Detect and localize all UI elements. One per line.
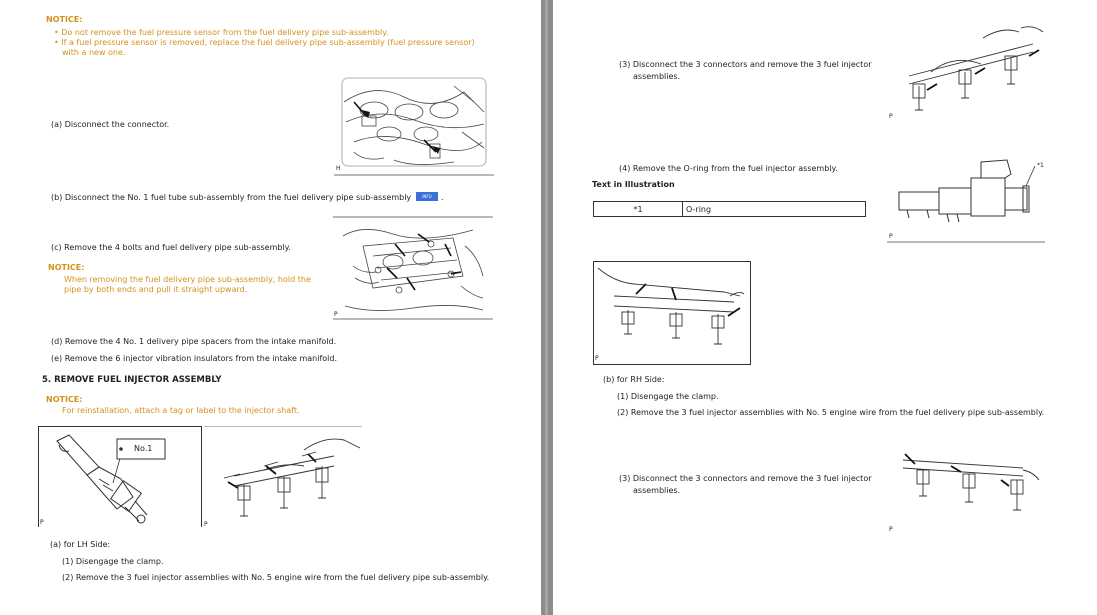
rh-injector-connector-illustration — [893, 440, 1053, 530]
figure-code: H — [336, 165, 341, 172]
figure-code: P — [204, 521, 208, 528]
figure-code: P — [334, 311, 338, 318]
notice-line: For reinstallation, attach a tag or label to the injector shaft. — [62, 406, 300, 415]
figure-code: P — [889, 526, 893, 533]
step-3-text: (3) Disconnect the 3 connectors and remove the 3 fuel injector — [619, 60, 872, 69]
rh-side-heading: (b) for RH Side: — [603, 375, 665, 384]
rh-step-1: (1) Disengage the clamp. — [617, 392, 719, 401]
notice-bullet-2-cont: with a new one. — [62, 48, 126, 57]
notice-title: NOTICE: — [46, 15, 83, 24]
step-d-text: (d) Remove the 4 No. 1 delivery pipe spacers from the intake manifold. — [51, 337, 337, 346]
pipe-injectors-figure — [593, 261, 751, 365]
rh-step-2: (2) Remove the 3 fuel injector assemblies with No. 5 engine wire from the fuel delivery pipe sub-assembly. — [617, 408, 1045, 417]
page-gutter — [541, 0, 553, 615]
injector-tag-figure — [38, 426, 202, 527]
step-4-text: (4) Remove the O-ring from the fuel injector assembly. — [619, 164, 838, 173]
step-b-text: (b) Disconnect the No. 1 fuel tube sub-assembly from the fuel delivery pipe sub-assembly — [51, 193, 412, 202]
notice-title: NOTICE: — [46, 395, 83, 404]
notice-bullet-1: • Do not remove the fuel pressure sensor from the fuel delivery pipe sub-assembly. — [54, 28, 389, 37]
notice-line-2: pipe by both ends and pull it straight upward. — [64, 285, 248, 294]
o-ring-illustration — [887, 152, 1049, 244]
notice-title: NOTICE: — [48, 263, 85, 272]
step-c-text: (c) Remove the 4 bolts and fuel delivery pipe sub-assembly. — [51, 243, 291, 252]
notice-bullet-2: • If a fuel pressure sensor is removed, replace the fuel delivery pipe sub-assembly (fuel pressure sensor) — [54, 38, 475, 47]
lh-injector-illustration — [204, 426, 364, 530]
info-link[interactable]: INFO — [416, 192, 438, 201]
notice-line-1: When removing the fuel delivery pipe sub-assembly, hold the — [64, 275, 311, 284]
section-heading: 5. REMOVE FUEL INJECTOR ASSEMBLY — [42, 375, 222, 385]
figure-code: P — [40, 519, 44, 526]
illustration-legend-table — [593, 201, 866, 217]
step-a-text: (a) Disconnect the connector. — [51, 120, 170, 129]
tag-label: No.1 — [134, 444, 153, 453]
lh-side-heading: (a) for LH Side: — [50, 540, 111, 549]
step-3-text-cont: assemblies. — [633, 72, 681, 81]
callout-label: *1 — [1037, 162, 1044, 169]
delivery-pipe-illustration — [333, 216, 493, 320]
lh-step-2: (2) Remove the 3 fuel injector assemblies with No. 5 engine wire from the fuel delivery pipe sub-assembly. — [62, 573, 490, 582]
step-b-period: . — [441, 193, 444, 202]
figure-code: P — [595, 355, 599, 362]
step-e-text: (e) Remove the 6 injector vibration insulators from the intake manifold. — [51, 354, 338, 363]
text-in-illustration-heading: Text in Illustration — [592, 180, 675, 189]
connector-illustration — [334, 72, 494, 176]
left-page — [0, 0, 541, 615]
figure-code: P — [889, 113, 893, 120]
right-page — [553, 0, 1097, 615]
callout-cell: *1 — [594, 202, 683, 217]
figure-code: P — [889, 233, 893, 240]
injector-connector-illustration — [893, 14, 1053, 118]
lh-step-1: (1) Disengage the clamp. — [62, 557, 164, 566]
step-3-text: (3) Disconnect the 3 connectors and remove the 3 fuel injector — [619, 474, 872, 483]
step-3-text-cont: assemblies. — [633, 486, 681, 495]
description-cell: O-ring — [683, 202, 866, 217]
